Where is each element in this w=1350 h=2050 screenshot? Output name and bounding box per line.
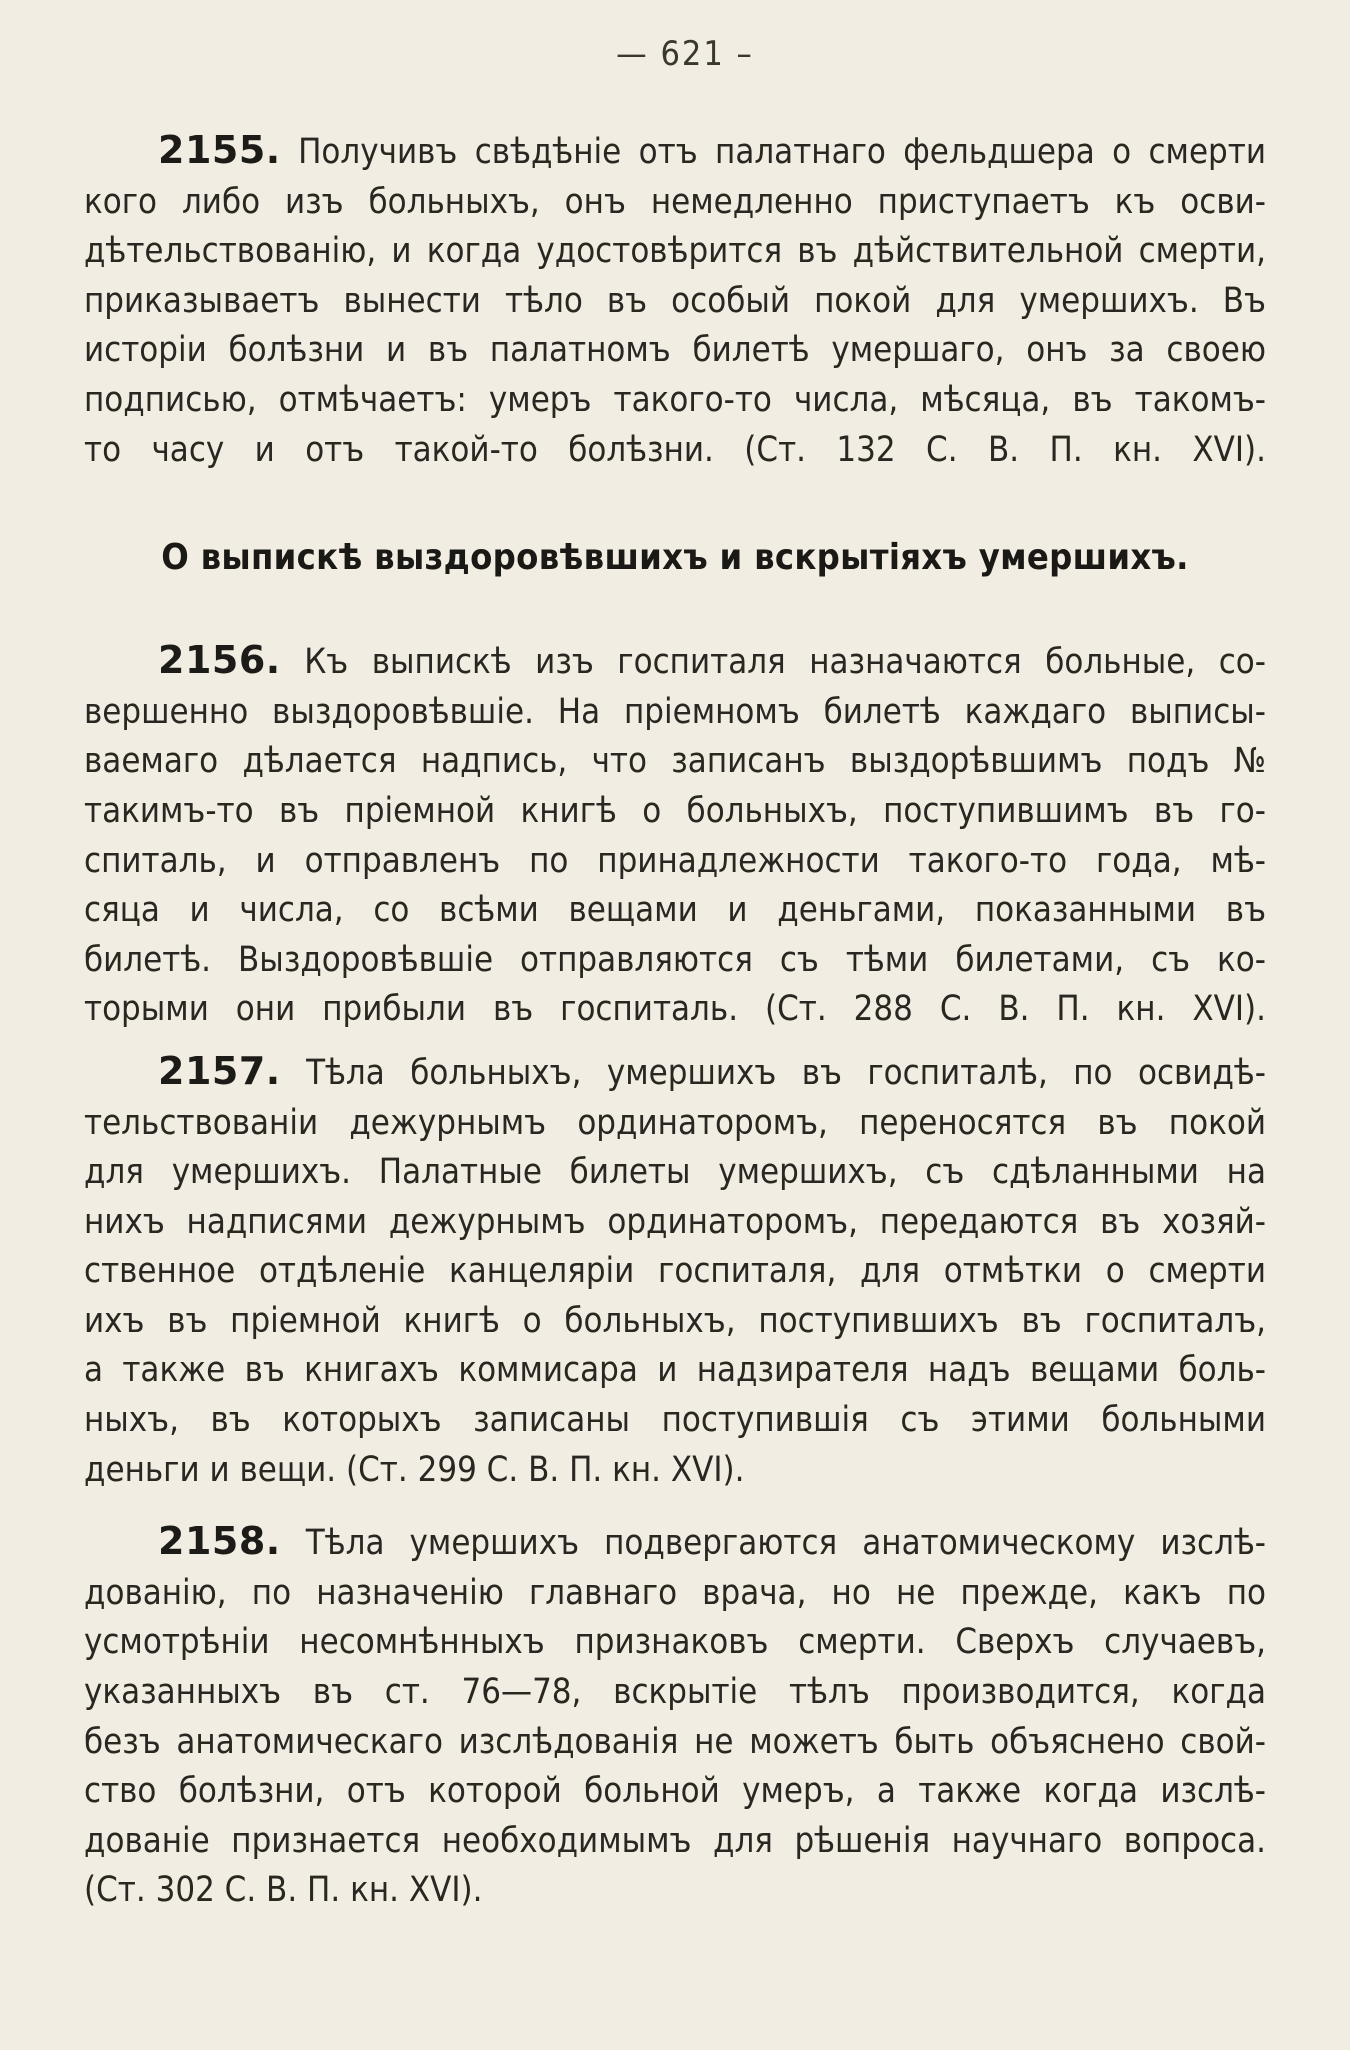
- article-2155: [84, 126, 1266, 475]
- article-line: дѣтельствованію, и когда удостовѣрится въ дѣйствительной смерти,: [84, 231, 1266, 272]
- article-number: 2156.: [158, 638, 281, 683]
- article-2156: [84, 636, 1266, 1035]
- article-line: а также въ книгахъ коммисара и надзирателя надъ вещами боль-: [84, 1350, 1266, 1391]
- article-line: дованіе признается необходимымъ для рѣшенія научнаго вопроса.: [84, 1820, 1266, 1861]
- article-line: билетѣ. Выздоровѣвшіе отправляются съ тѣми билетами, съ ко-: [84, 939, 1266, 980]
- article-line: сяца и числа, со всѣми вещами и деньгами, показанными въ: [84, 890, 1266, 931]
- article-line: кого либо изъ больныхъ, онъ немедленно приступаетъ къ осви-: [84, 181, 1266, 222]
- article-line: торыми они прибыли въ госпиталь. (Ст. 288 С. В. П. кн. XVI).: [84, 989, 1266, 1030]
- article-line: спиталь, и отправленъ по принадлежности такого-то года, мѣ-: [84, 840, 1266, 881]
- article-line: вершенно выздоровѣвшіе. На пріемномъ билетѣ каждаго выписы-: [84, 691, 1266, 732]
- article-line: (Ст. 302 С. В. П. кн. XVI).: [84, 1870, 483, 1911]
- article-line: 2155. Получивъ свѣдѣніе отъ палатнаго фельдшера о смерти: [158, 128, 1266, 172]
- article-line: дованію, по назначенію главнаго врача, но не прежде, какъ по: [84, 1572, 1266, 1613]
- article-line: тельствованіи дежурнымъ ординаторомъ, переносятся въ покой: [84, 1102, 1266, 1143]
- article-line: безъ анатомическаго изслѣдованія не можетъ быть объяснено свой-: [84, 1721, 1266, 1762]
- article-line: ственное отдѣленіе канцеляріи госпиталя, для отмѣтки о смерти: [84, 1251, 1266, 1292]
- article-line: деньги и вещи. (Ст. 299 С. В. П. кн. XVI).: [84, 1449, 745, 1490]
- article-number: 2157.: [158, 1048, 281, 1093]
- article-line: 2156. Къ выпискѣ изъ госпиталя назначаются больные, со-: [158, 638, 1266, 683]
- article-line: усмотрѣніи несомнѣнныхъ признаковъ смерти. Сверхъ случаевъ,: [84, 1622, 1266, 1663]
- article-line: ныхъ, въ которыхъ записаны поступившія съ этими больными: [84, 1400, 1266, 1441]
- article-2158: [84, 1517, 1266, 1916]
- article-2157: [84, 1047, 1266, 1495]
- article-line: для умершихъ. Палатные билеты умершихъ, съ сдѣланными на: [84, 1152, 1266, 1193]
- article-line: ство болѣзни, отъ которой больной умеръ, а также когда изслѣ-: [84, 1771, 1266, 1812]
- article-line: исторіи болѣзни и въ палатномъ билетѣ умершаго, онъ за своею: [84, 330, 1266, 371]
- page-number: — 621 –: [616, 34, 754, 74]
- article-line: указанныхъ въ ст. 76—78, вскрытіе тѣлъ производится, когда: [84, 1672, 1266, 1713]
- article-number: 2158.: [158, 1519, 281, 1564]
- section-heading: О выпискѣ выздоровѣвшихъ и вскрытіяхъ умершихъ.: [161, 537, 1189, 579]
- article-line: 2157. Тѣла больныхъ, умершихъ въ госпиталѣ, по освидѣ-: [158, 1048, 1266, 1093]
- article-line: приказываетъ вынести тѣло въ особый покой для умершихъ. Въ: [84, 280, 1266, 321]
- article-line: 2158. Тѣла умершихъ подвергаются анатомическому изслѣ-: [158, 1519, 1266, 1564]
- article-line: ихъ въ пріемной книгѣ о больныхъ, поступившихъ въ госпиталъ,: [84, 1300, 1266, 1341]
- article-number: 2155.: [158, 128, 281, 172]
- article-line: подписью, отмѣчаетъ: умеръ такого-то числа, мѣсяца, въ такомъ-: [84, 379, 1266, 420]
- article-line: такимъ-то въ пріемной книгѣ о больныхъ, поступившимъ въ го-: [84, 790, 1266, 831]
- book-page: [84, 34, 1266, 1916]
- article-line: нихъ надписями дежурнымъ ординаторомъ, передаются въ хозяй-: [84, 1201, 1266, 1242]
- article-line: то часу и отъ такой-то болѣзни. (Ст. 132 С. В. П. кн. XVI).: [84, 429, 1266, 470]
- article-line: ваемаго дѣлается надпись, что записанъ выздорѣвшимъ подъ №: [84, 741, 1266, 782]
